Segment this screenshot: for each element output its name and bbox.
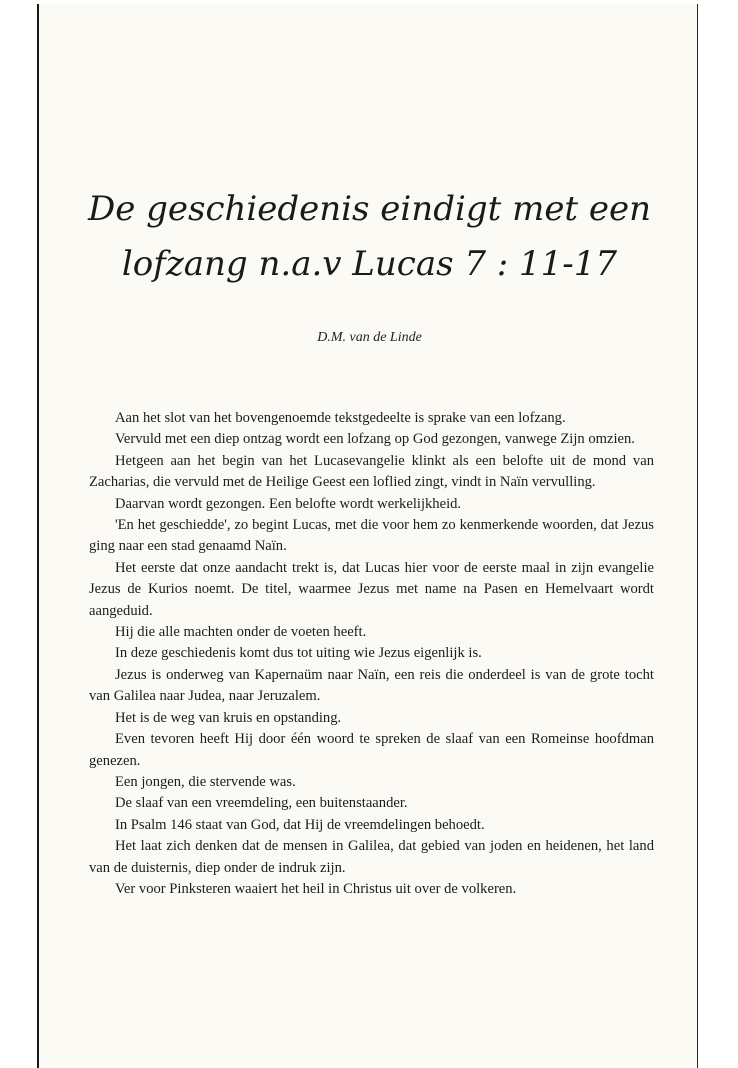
title-line-1: De geschiedenis eindigt met een xyxy=(87,189,652,229)
paragraph: Even tevoren heeft Hij door één woord te spreken de slaaf van een Romeinse hoofdman genezen. xyxy=(89,731,654,769)
paragraph: Hij die alle machten onder de voeten heeft. xyxy=(115,624,367,641)
title-line-2: lofzang n.a.v Lucas 7 : 11-17 xyxy=(121,244,618,284)
paragraph: In Psalm 146 staat van God, dat Hij de vreemdelingen behoedt. xyxy=(115,816,485,833)
paragraph: De slaaf van een vreemdeling, een buitenstaander. xyxy=(115,795,408,812)
paragraph: Het eerste dat onze aandacht trekt is, dat Lucas hier voor de eerste maal in zijn evangelie Jezus de Kurios noemt. De titel, waarmee Jezus met name na Pasen en Hemelvaart wordt aangeduid. xyxy=(89,559,654,619)
author: D.M. van de Linde xyxy=(317,330,422,345)
paragraph: Aan het slot van het bovengenoemde tekstgedeelte is sprake van een lofzang. xyxy=(115,410,566,426)
paragraph: Hetgeen aan het begin van het Lucasevangelie klinkt als een belofte uit de mond van Zacharias, die vervuld met de Heilige Geest een loflied zingt, vindt in Naïn vervulling. xyxy=(89,452,654,491)
body-text xyxy=(89,408,654,900)
paragraph: Het laat zich denken dat de mensen in Galilea, dat gebied van joden en heidenen, het land van de duisternis, diep onder de indruk zijn. xyxy=(89,838,654,876)
paragraph: 'En het geschiedde', zo begint Lucas, met die voor hem zo kenmerkende woorden, dat Jezus ging naar een stad genaamd Naïn. xyxy=(89,517,654,555)
paragraph: Een jongen, die stervende was. xyxy=(115,773,296,790)
paragraph: Vervuld met een diep ontzag wordt een lofzang op God gezongen, vanwege Zijn omzien. xyxy=(115,431,635,448)
paragraph: Daarvan wordt gezongen. Een belofte wordt werkelijkheid. xyxy=(115,495,462,512)
paragraph: Jezus is onderweg van Kapernaüm naar Naïn, een reis die onderdeel is van de grote tocht van Galilea naar Judea, naar Jeruzalem. xyxy=(89,666,654,705)
document-page xyxy=(37,4,698,1068)
paragraph: Ver voor Pinksteren waaiert het heil in Christus uit over de volkeren. xyxy=(115,880,517,897)
paragraph: Het is de weg van kruis en opstanding. xyxy=(115,709,342,726)
paragraph: In deze geschiedenis komt dus tot uiting wie Jezus eigenlijk is. xyxy=(115,645,482,662)
